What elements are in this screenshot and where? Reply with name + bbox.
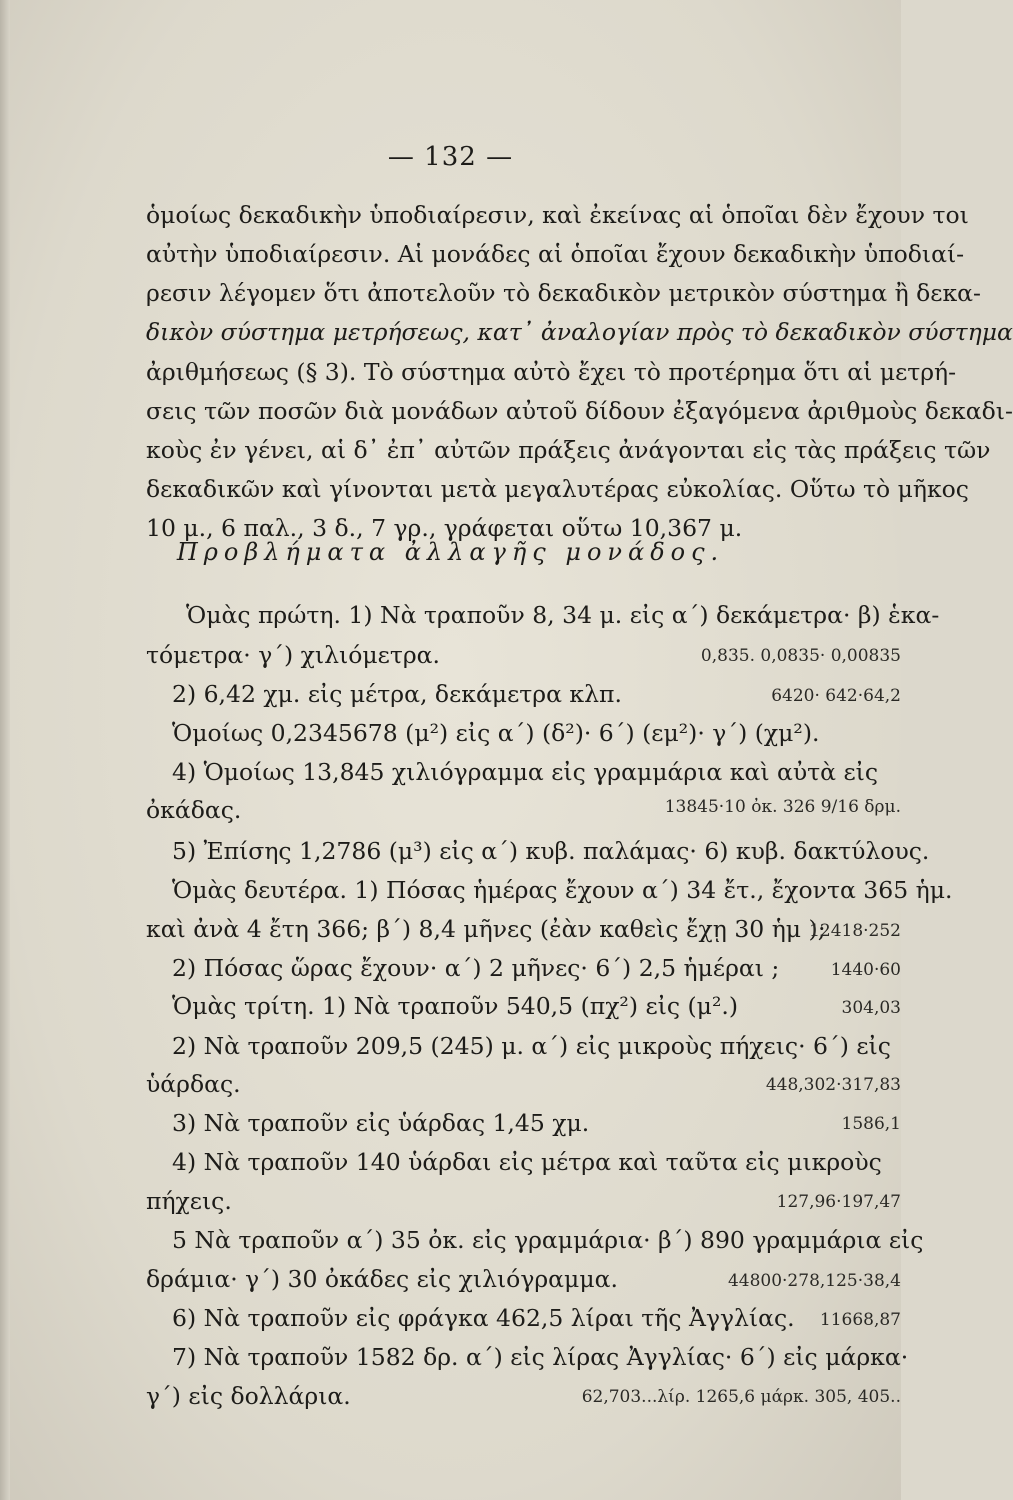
problem-line: Ὁμὰς πρώτη. 1) Νὰ τραποῦν 8, 34 μ. εἰς α΄) δεκάμετρα· β) ἑκα-: [186, 601, 940, 629]
answer-text: 1586,1: [841, 1114, 901, 1134]
problem-line: Ὁμοίως 0,2345678 (μ²) εἰς α΄) (δ²)· 6΄) (εμ²)· γ΄) (χμ²).: [172, 719, 820, 747]
text-line: κοὺς ἐν γένει, αἱ δ᾽ ἐπ᾽ αὐτῶν πράξεις ἀνάγονται εἰς τὰς πράξεις τῶν: [146, 436, 991, 464]
problem-line: δράμια· γ΄) 30 ὀκάδες εἰς χιλιόγραμμα.: [146, 1265, 618, 1293]
answer-text: 1440·60: [830, 960, 901, 980]
problem-line: 5) Ἐπίσης 1,2786 (μ³) εἰς α΄) κυβ. παλάμας· 6) κυβ. δακτύλους.: [172, 837, 930, 865]
problem-line: Ὁμὰς δευτέρα. 1) Πόσας ἡμέρας ἔχουν α΄) 34 ἔτ., ἔχοντα 365 ἡμ.: [172, 876, 953, 904]
problem-line: γ΄) εἰς δολλάρια.: [146, 1382, 351, 1410]
text-line: αὐτὴν ὑποδιαίρεσιν. Αἱ μονάδες αἱ ὁποῖαι ἔχουν δεκαδικὴν ὑποδιαί-: [146, 240, 965, 268]
answer-text: 448,302·317,83: [765, 1075, 901, 1095]
section-heading: Προβλήματα ἀλλαγῆς μονάδος.: [176, 538, 725, 566]
problem-line: 4) Ὁμοίως 13,845 χιλιόγραμμα εἰς γραμμάρια καὶ αὐτὰ εἰς: [172, 758, 879, 786]
answer-text: 44800·278,125·38,4: [727, 1271, 901, 1291]
answer-text: 304,03: [841, 998, 901, 1018]
problem-line: 4) Νὰ τραποῦν 140 ὑάρδαι εἰς μέτρα καὶ ταῦτα εἰς μικροὺς: [172, 1148, 882, 1176]
problem-line: 6) Νὰ τραποῦν εἰς φράγκα 462,5 λίραι τῆς Ἀγγλίας.: [172, 1304, 795, 1332]
page-number: — 132 —: [387, 142, 514, 172]
text-line: ρεσιν λέγομεν ὅτι ἀποτελοῦν τὸ δεκαδικὸν μετρικὸν σύστημα ἢ δεκα-: [146, 279, 981, 307]
text-line: σεις τῶν ποσῶν διὰ μονάδων αὐτοῦ δίδουν ἐξαγόμενα ἀριθμοὺς δεκαδι-: [146, 397, 1013, 425]
problem-line: 7) Νὰ τραποῦν 1582 δρ. α΄) εἰς λίρας Ἀγγλίας· 6΄) εἰς μάρκα·: [172, 1343, 909, 1371]
text-line: δεκαδικῶν καὶ γίνονται μετὰ μεγαλυτέρας εὐκολίας. Οὕτω τὸ μῆκος: [146, 475, 969, 503]
answer-text: 0,835. 0,0835· 0,00835: [700, 646, 901, 666]
problem-line: Ὁμὰς τρίτη. 1) Νὰ τραποῦν 540,5 (πχ²) εἰς (μ².): [172, 992, 739, 1020]
answer-text: 11668,87: [819, 1310, 901, 1330]
problem-line: 5 Νὰ τραποῦν α΄) 35 ὀκ. εἰς γραμμάρια· β΄) 890 γραμμάρια εἰς: [172, 1226, 924, 1254]
problem-line: 3) Νὰ τραποῦν εἰς ὑάρδας 1,45 χμ.: [172, 1109, 590, 1137]
problem-line: 2) Νὰ τραποῦν 209,5 (245) μ. α΄) εἰς μικροὺς πήχεις· 6΄) εἰς: [172, 1032, 891, 1060]
answer-text: 6420· 642·64,2: [771, 686, 901, 706]
problem-line: τόμετρα· γ΄) χιλιόμετρα.: [146, 641, 440, 669]
answer-text: 127,96·197,47: [776, 1192, 901, 1212]
problem-line: ὀκάδας.: [146, 796, 242, 824]
text-line: δικὸν σύστημα μετρήσεως, κατ᾽ ἀναλογίαν πρὸς τὸ δεκαδικὸν σύστημα: [146, 318, 1013, 346]
text-line: ἀριθμήσεως (§ 3). Τὸ σύστημα αὐτὸ ἔχει τὸ προτέρημα ὅτι αἱ μετρή-: [146, 358, 957, 386]
text-line: 10 μ., 6 παλ., 3 δ., 7 γρ., γράφεται οὕτω 10,367 μ.: [146, 514, 743, 542]
answer-text: 13845·10 ὀκ. 326 9/16 δρμ.: [664, 797, 901, 817]
problem-line: πήχεις.: [146, 1187, 232, 1215]
problem-line: καὶ ἀνὰ 4 ἔτη 366; β΄) 8,4 μῆνες (ἐὰν καθεὶς ἔχῃ 30 ἡμ );: [146, 915, 826, 943]
page-gutter: [0, 0, 10, 1500]
text-line: ὁμοίως δεκαδικὴν ὑποδιαίρεσιν, καὶ ἐκείνας αἱ ὁποῖαι δὲν ἔχουν τοι: [146, 201, 969, 229]
answer-text: 62,703...λίρ. 1265,6 μάρκ. 305, 405..: [581, 1387, 901, 1407]
answer-text: 12418·252: [809, 921, 901, 941]
problem-line: ὑάρδας.: [146, 1070, 241, 1098]
problem-line: 2) Πόσας ὥρας ἔχουν· α΄) 2 μῆνες· 6΄) 2,5 ἡμέραι ;: [172, 954, 780, 982]
problem-line: 2) 6,42 χμ. εἰς μέτρα, δεκάμετρα κλπ.: [172, 680, 622, 708]
